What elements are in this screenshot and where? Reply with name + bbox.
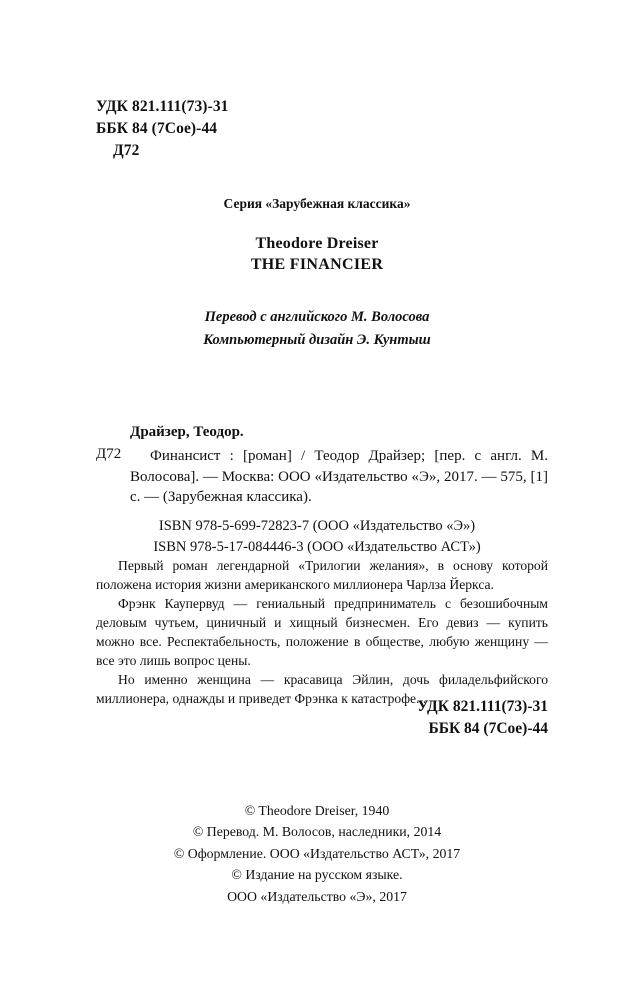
isbn-secondary: ISBN 978-5-17-084446-3 (ООО «Издательство АСТ») [153, 539, 481, 556]
udc-classification-block [96, 96, 229, 162]
credits-block [0, 306, 634, 353]
isbn-primary: ISBN 978-5-699-72823-7 (ООО «Издательство «Э») [158, 518, 476, 534]
copyright-line: © Издание на русском языке. [231, 867, 403, 883]
bbk-code: ББК 84 (7Сое)-44 [96, 120, 218, 137]
copyright-line: © Theodore Dreiser, 1940 [244, 803, 390, 818]
original-title: THE FINANCIER [250, 256, 384, 273]
udc-code-repeat: УДК 821.111(73)-31 [417, 698, 548, 715]
bbk-code-repeat: ББК 84 (7Сое)-44 [428, 720, 548, 738]
annotation-block [96, 556, 548, 708]
copyright-block [0, 800, 634, 907]
design-credit: Компьютерный дизайн Э. Кунтыш [203, 332, 431, 349]
original-author: Theodore Dreiser [255, 235, 379, 252]
series-name: Серия «Зарубежная классика» [223, 196, 411, 211]
annotation-paragraph: Но именно женщина — красавица Эйлин, дочь филадельфийского миллионера, однажды и приведет Фрэнка к катастрофе... [96, 672, 548, 707]
copyright-line: ООО «Издательство «Э», 2017 [227, 888, 407, 904]
annotation-paragraph: Фрэнк Каупервуд — гениальный предприниматель с безошибочным деловым чутьем, циничный и хищный бизнесмен. Его девиз — купить можно все. Респектабельность, положение в обществе, любую женщину — все это лишь вопрос цены. [96, 596, 548, 669]
copyright-line: © Перевод. М. Волосов, наследники, 2014 [192, 824, 442, 840]
isbn-block [0, 516, 634, 559]
udc-repeat-block [417, 696, 548, 741]
translation-credit: Перевод с английского М. Волосова [204, 309, 430, 325]
author-mark: Д72 [113, 142, 140, 159]
copyright-line: © Оформление. ООО «Издательство АСТ», 2017 [173, 845, 461, 861]
catalog-description: Финансист : [роман] / Теодор Драйзер; [пер. с англ. М. Волосова]. — Москва: ООО «Издательство «Э», 2017. — 575, [1] с. — (Зарубежная классика). [130, 448, 548, 506]
annotation-paragraph: Первый роман легендарной «Трилогии желания», в основу которой положена история жизни американского миллионера Чарлза Йеркса. [96, 558, 548, 593]
catalog-index: Д72 [96, 446, 122, 462]
udc-code: УДК 821.111(73)-31 [96, 98, 229, 115]
catalog-author: Драйзер, Теодор. [130, 424, 244, 440]
